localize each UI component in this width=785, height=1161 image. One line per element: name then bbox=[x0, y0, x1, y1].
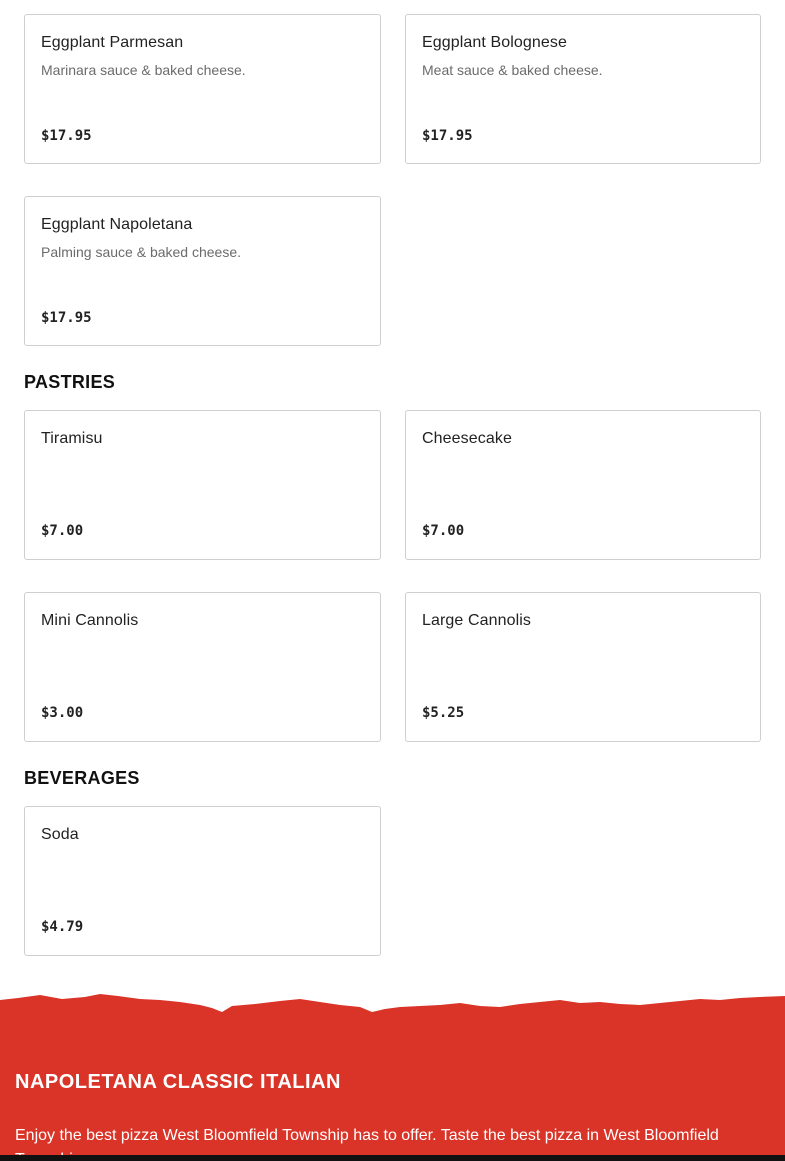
item-name: Soda bbox=[41, 826, 79, 843]
menu-item-card[interactable] bbox=[405, 410, 761, 560]
item-name: Cheesecake bbox=[422, 430, 512, 447]
item-name: Eggplant Bolognese bbox=[422, 34, 568, 51]
menu-item-card[interactable] bbox=[24, 806, 381, 956]
item-name: Mini Cannolis bbox=[41, 612, 139, 629]
menu-item-card[interactable] bbox=[405, 14, 761, 164]
item-price: $3.00 bbox=[41, 705, 84, 721]
item-price: $17.95 bbox=[41, 128, 92, 144]
item-price: $5.25 bbox=[422, 705, 465, 721]
item-name: Large Cannolis bbox=[422, 612, 532, 629]
menu-item-card[interactable] bbox=[24, 592, 381, 742]
menu-item-card[interactable] bbox=[24, 196, 381, 346]
item-price: $17.95 bbox=[41, 310, 92, 326]
item-name: Tiramisu bbox=[41, 430, 103, 447]
section-heading-pastries: PASTRIES bbox=[24, 372, 116, 392]
item-description: Marinara sauce & baked cheese. bbox=[41, 62, 246, 78]
item-price: $7.00 bbox=[41, 523, 84, 539]
bottom-bar bbox=[0, 1155, 785, 1161]
item-price: $4.79 bbox=[41, 919, 84, 935]
item-price: $17.95 bbox=[422, 128, 473, 144]
footer-description: Enjoy the best pizza West Bloomfield Township has to offer. Taste the best pizza in West Bloomfield bbox=[15, 1127, 719, 1144]
site-footer bbox=[0, 990, 785, 1161]
menu-item-card[interactable] bbox=[24, 410, 381, 560]
item-description: Meat sauce & baked cheese. bbox=[422, 62, 603, 78]
menu-item-card[interactable] bbox=[24, 14, 381, 164]
menu-item-card[interactable] bbox=[405, 592, 761, 742]
footer-title: NAPOLETANA CLASSIC ITALIAN bbox=[15, 1071, 341, 1093]
item-name: Eggplant Parmesan bbox=[41, 34, 184, 51]
item-name: Eggplant Napoletana bbox=[41, 216, 193, 233]
item-price: $7.00 bbox=[422, 523, 465, 539]
section-heading-beverages: BEVERAGES bbox=[24, 768, 140, 788]
item-description: Palming sauce & baked cheese. bbox=[41, 244, 242, 260]
